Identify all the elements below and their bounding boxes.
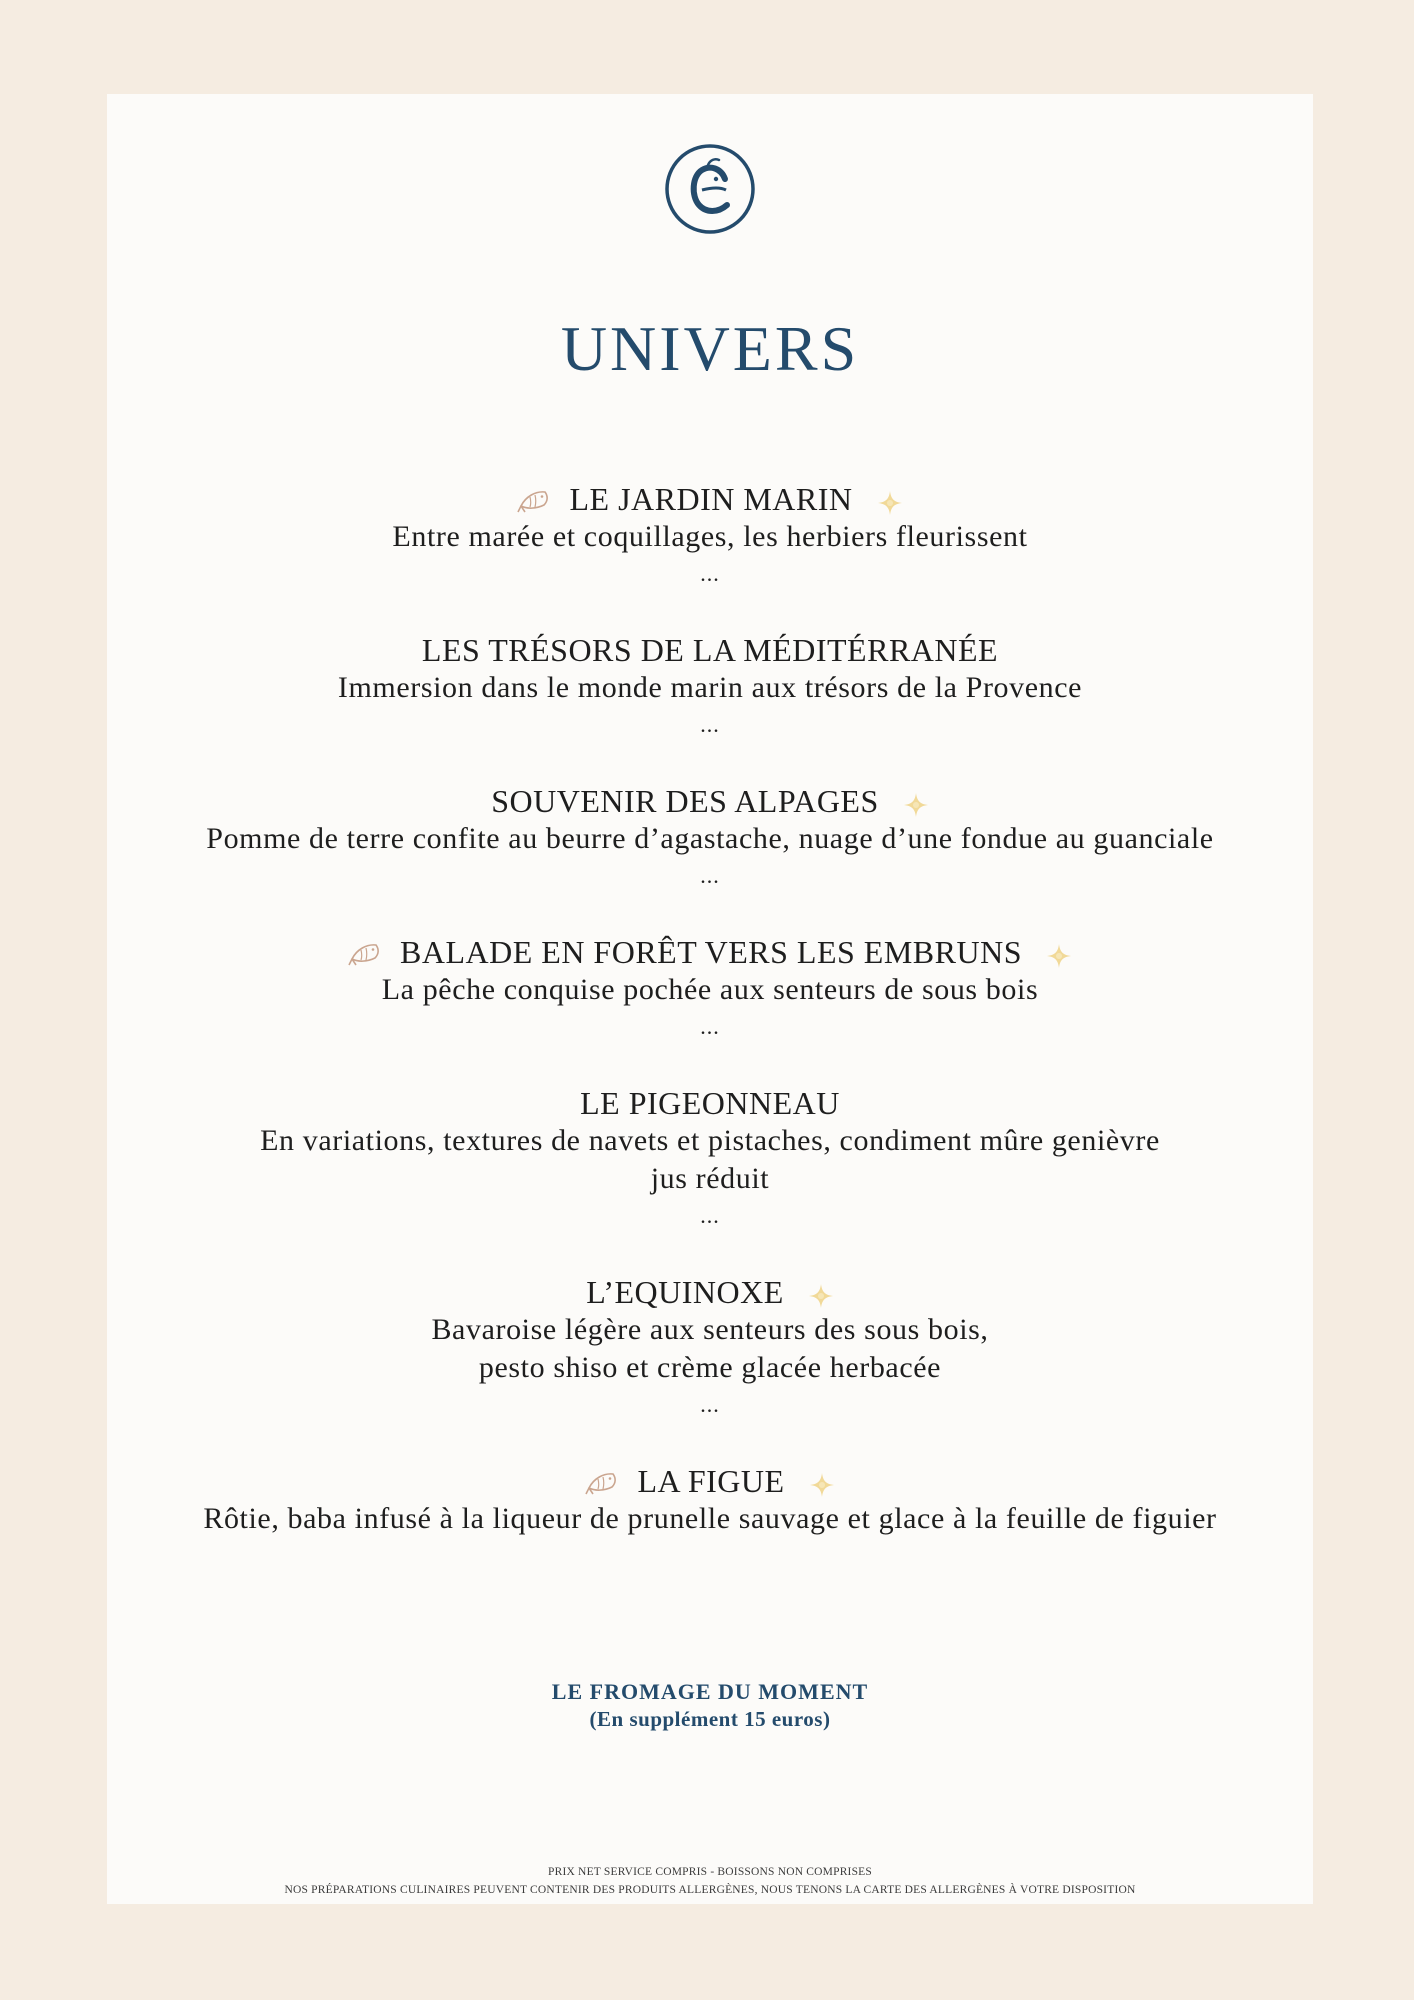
star-icon xyxy=(877,486,903,512)
course-separator: ... xyxy=(700,1392,720,1417)
fish-icon xyxy=(517,484,553,514)
menu-course xyxy=(107,1084,1313,1234)
course-heading xyxy=(107,1084,1313,1122)
course-description: jus réduit xyxy=(650,1162,770,1195)
course-description: Bavaroise légère aux senteurs des sous bois, xyxy=(431,1313,989,1346)
menu-course xyxy=(107,782,1313,894)
course-name: LA FIGUE xyxy=(637,1463,785,1499)
footer-price-note: PRIX NET SERVICE COMPRIS - BOISSONS NON COMPRISES xyxy=(547,1866,873,1878)
course-description: Rôtie, baba infusé à la liqueur de prunelle sauvage et glace à la feuille de figuier xyxy=(203,1502,1217,1535)
menu-course xyxy=(107,1273,1313,1423)
course-description: pesto shiso et crème glacée herbacée xyxy=(478,1351,942,1384)
course-name: LES TRÉSORS DE LA MÉDITÉRRANÉE xyxy=(421,632,999,668)
course-separator: ... xyxy=(700,712,720,737)
course-name: BALADE EN FORÊT VERS LES EMBRUNS xyxy=(400,934,1022,970)
course-separator: ... xyxy=(700,1014,720,1039)
menu-course xyxy=(107,631,1313,743)
course-description: En variations, textures de navets et pistaches, condiment mûre genièvre xyxy=(260,1124,1160,1157)
course-name: LE PIGEONNEAU xyxy=(580,1085,840,1121)
course-description: Pomme de terre confite au beurre d’agastache, nuage d’une fondue au guanciale xyxy=(206,822,1214,855)
course-description: Entre marée et coquillages, les herbiers fleurissent xyxy=(392,520,1028,553)
course-name: L’EQUINOXE xyxy=(586,1274,784,1310)
page-title: UNIVERS xyxy=(560,313,860,384)
course-heading xyxy=(107,1462,1313,1500)
cheese-supplement: (En supplément 15 euros) xyxy=(589,1707,831,1731)
course-heading xyxy=(107,933,1313,971)
cheese-section xyxy=(107,1678,1313,1732)
course-description: La pêche conquise pochée aux senteurs de sous bois xyxy=(381,973,1039,1006)
course-description: Immersion dans le monde marin aux trésors de la Provence xyxy=(337,671,1083,704)
star-icon xyxy=(1046,939,1072,965)
course-heading xyxy=(107,782,1313,820)
menu-course xyxy=(107,480,1313,592)
course-separator: ... xyxy=(700,863,720,888)
menu-list xyxy=(107,480,1313,1538)
footer-allergen-note: NOS PRÉPARATIONS CULINAIRES PEUVENT CONTENIR DES PRODUITS ALLERGÈNES, NOUS TENONS LA CARTE DES ALLERGÈNES À VOTRE DISPOSITION xyxy=(284,1884,1136,1896)
menu-course xyxy=(107,933,1313,1045)
course-heading xyxy=(107,631,1313,669)
fish-icon xyxy=(585,1466,621,1496)
course-name: SOUVENIR DES ALPAGES xyxy=(491,783,879,819)
menu-card xyxy=(107,94,1313,1904)
star-icon xyxy=(903,788,929,814)
footer xyxy=(107,1863,1313,1899)
course-separator: ... xyxy=(700,561,720,586)
cheese-title: LE FROMAGE DU MOMENT xyxy=(551,1679,869,1704)
star-icon xyxy=(809,1468,835,1494)
course-separator: ... xyxy=(700,1203,720,1228)
restaurant-logo-icon xyxy=(664,143,756,235)
course-name: LE JARDIN MARIN xyxy=(569,481,853,517)
course-heading xyxy=(107,480,1313,518)
fish-icon xyxy=(348,937,384,967)
course-heading xyxy=(107,1273,1313,1311)
menu-course xyxy=(107,1462,1313,1538)
star-icon xyxy=(808,1279,834,1305)
